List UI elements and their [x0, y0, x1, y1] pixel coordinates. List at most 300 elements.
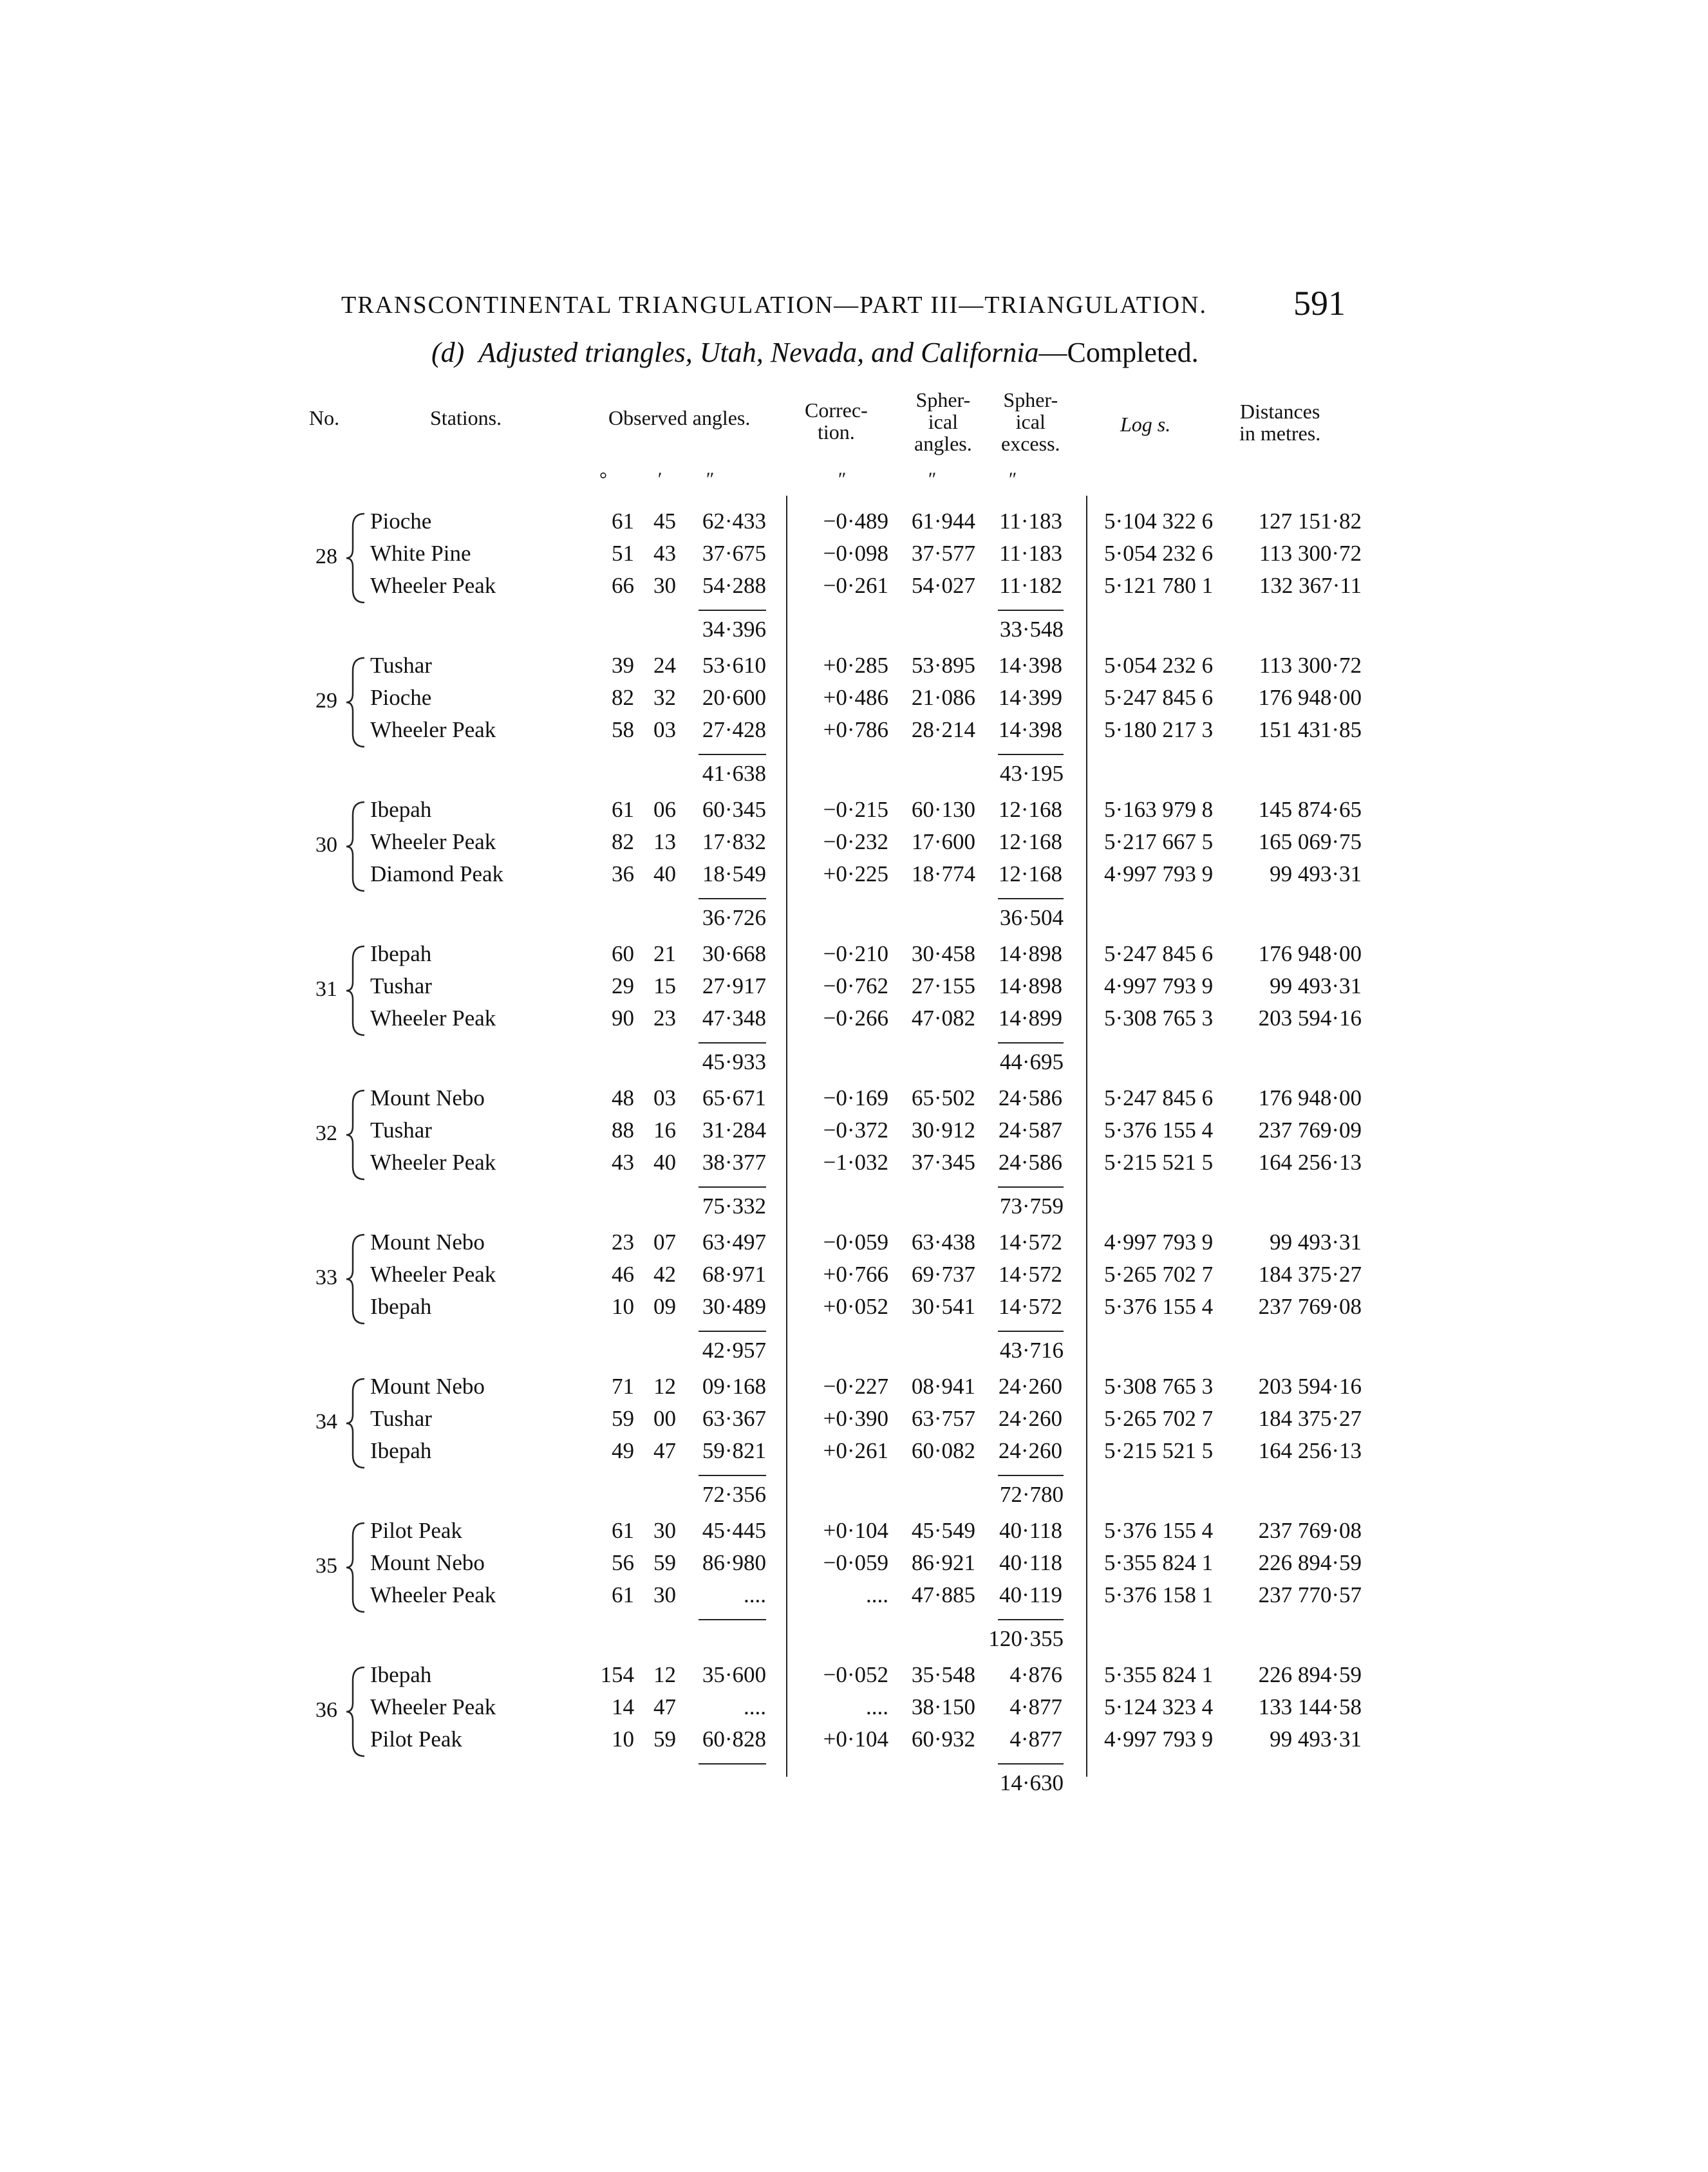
- cell-corr: −0·372: [823, 1118, 888, 1143]
- cell-deg: 56: [612, 1550, 634, 1575]
- cell-sec: 20·600: [702, 685, 766, 710]
- cell-logs: 5·215 521 5: [1104, 1438, 1214, 1463]
- cell-sec: 35·600: [702, 1662, 766, 1687]
- cell-dist: 176 948·00: [1258, 685, 1362, 710]
- station-row: [0, 1662, 1708, 1694]
- cell-station: Pioche: [370, 509, 432, 534]
- station-row: [0, 1294, 1708, 1326]
- cell-corr: +0·104: [823, 1518, 888, 1543]
- cell-sec: 37·675: [702, 541, 766, 566]
- cell-logs: 5·376 155 4: [1104, 1118, 1214, 1143]
- cell-sph: 60·932: [911, 1727, 975, 1752]
- cell-min: 40: [653, 861, 676, 886]
- cell-deg: 39: [612, 653, 634, 678]
- cell-sec: 63·497: [702, 1230, 766, 1255]
- cell-sph: 18·774: [911, 861, 975, 886]
- cell-min: 59: [653, 1550, 676, 1575]
- cell-exc: 14·572: [998, 1294, 1062, 1319]
- cell-station: Pilot Peak: [370, 1518, 462, 1543]
- cell-dist: 133 144·58: [1258, 1694, 1362, 1719]
- cell-dist: 184 375·27: [1258, 1406, 1362, 1431]
- cell-station: Ibepah: [370, 797, 432, 822]
- cell-sec: 17·832: [702, 829, 766, 854]
- cell-dist: 184 375·27: [1258, 1262, 1362, 1287]
- col-header-spherical-excess: Spher- ical excess.: [1001, 388, 1060, 455]
- triangle-number: 29: [315, 689, 337, 713]
- cell-corr: −0·052: [823, 1662, 888, 1687]
- cell-deg: 29: [612, 973, 634, 998]
- cell-station: Tushar: [370, 1118, 432, 1143]
- cell-station: Ibepah: [370, 1294, 432, 1319]
- cell-sph: 30·458: [911, 941, 975, 966]
- col-header-correction: Correc- tion.: [805, 398, 868, 444]
- station-row: [0, 717, 1708, 749]
- cell-min: 21: [653, 941, 676, 966]
- sum-observed: 42·957: [702, 1338, 766, 1363]
- cell-dist: 164 256·13: [1258, 1150, 1362, 1175]
- cell-station: Mount Nebo: [370, 1085, 485, 1110]
- station-row: [0, 829, 1708, 861]
- cell-station: Mount Nebo: [370, 1230, 485, 1255]
- cell-logs: 5·124 323 4: [1104, 1694, 1214, 1719]
- station-row: [0, 653, 1708, 685]
- cell-min: 45: [653, 509, 676, 534]
- cell-dist: 127 151·82: [1258, 509, 1362, 534]
- cell-dist: 203 594·16: [1258, 1006, 1362, 1031]
- cell-sec: 30·668: [702, 941, 766, 966]
- cell-station: Wheeler Peak: [370, 1694, 496, 1719]
- station-row: [0, 973, 1708, 1006]
- station-row: [0, 1694, 1708, 1727]
- sum-observed: 41·638: [702, 761, 766, 786]
- cell-station: White Pine: [370, 541, 471, 566]
- unit-seconds: ″: [705, 469, 713, 490]
- cell-logs: 5·247 845 6: [1104, 941, 1214, 966]
- cell-exc: 24·260: [998, 1374, 1062, 1399]
- cell-sph: 37·345: [911, 1150, 975, 1175]
- cell-corr: ....: [866, 1582, 888, 1607]
- triangle-number: 33: [315, 1266, 337, 1289]
- triangle-number: 32: [315, 1121, 337, 1145]
- cell-deg: 58: [612, 717, 634, 742]
- sum-excess: 72·780: [999, 1482, 1064, 1507]
- triangle-number: 31: [315, 977, 337, 1001]
- station-row: [0, 797, 1708, 829]
- cell-sph: 17·600: [911, 829, 975, 854]
- cell-sec: 68·971: [702, 1262, 766, 1287]
- cell-logs: 4·997 793 9: [1104, 973, 1214, 998]
- cell-dist: 145 874·65: [1258, 797, 1362, 822]
- cell-deg: 61: [612, 1582, 634, 1607]
- cell-corr: −0·059: [823, 1550, 888, 1575]
- cell-corr: +0·285: [823, 653, 888, 678]
- cell-exc: 40·118: [999, 1518, 1062, 1543]
- caption-label: (d): [431, 337, 465, 368]
- cell-sec: 27·428: [702, 717, 766, 742]
- cell-logs: 5·308 765 3: [1104, 1006, 1214, 1031]
- cell-sec: 65·671: [702, 1085, 766, 1110]
- sum-excess: 43·195: [999, 761, 1064, 786]
- cell-corr: −0·489: [823, 509, 888, 534]
- sum-excess: 73·759: [999, 1194, 1064, 1219]
- cell-deg: 66: [612, 573, 634, 598]
- col-header-distances: Distances in metres.: [1239, 400, 1321, 445]
- station-row: [0, 1118, 1708, 1150]
- cell-sph: 08·941: [911, 1374, 975, 1399]
- cell-dist: 237 770·57: [1258, 1582, 1362, 1607]
- cell-exc: 4·876: [1009, 1662, 1062, 1687]
- cell-station: Wheeler Peak: [370, 1006, 496, 1031]
- station-row: [0, 573, 1708, 605]
- col-header-stations: Stations.: [430, 406, 502, 429]
- cell-corr: +0·390: [823, 1406, 888, 1431]
- cell-deg: 51: [612, 541, 634, 566]
- triangle-number: 30: [315, 833, 337, 857]
- cell-logs: 5·247 845 6: [1104, 1085, 1214, 1110]
- station-row: [0, 1006, 1708, 1038]
- cell-exc: 24·587: [998, 1118, 1062, 1143]
- station-row: [0, 541, 1708, 573]
- cell-sph: 35·548: [911, 1662, 975, 1687]
- cell-min: 42: [653, 1262, 676, 1287]
- triangle-number: 28: [315, 545, 337, 568]
- cell-corr: +0·052: [823, 1294, 888, 1319]
- cell-min: 16: [653, 1118, 676, 1143]
- cell-sph: 30·912: [911, 1118, 975, 1143]
- cell-min: 43: [653, 541, 676, 566]
- cell-sph: 61·944: [911, 509, 975, 534]
- cell-sec: ....: [744, 1582, 766, 1607]
- sum-observed: 72·356: [702, 1482, 766, 1507]
- cell-sec: 27·917: [702, 973, 766, 998]
- station-row: [0, 1438, 1708, 1470]
- cell-exc: 24·586: [998, 1150, 1062, 1175]
- cell-corr: −0·232: [823, 829, 888, 854]
- cell-deg: 49: [612, 1438, 634, 1463]
- cell-sec: 18·549: [702, 861, 766, 886]
- cell-exc: 40·118: [999, 1550, 1062, 1575]
- cell-exc: 24·260: [998, 1438, 1062, 1463]
- sum-observed: 36·726: [702, 905, 766, 930]
- cell-station: Mount Nebo: [370, 1374, 485, 1399]
- sum-excess: 14·630: [999, 1770, 1064, 1795]
- station-row: [0, 1550, 1708, 1582]
- cell-min: 15: [653, 973, 676, 998]
- col-header-spherical-angles: Spher- ical angles.: [914, 388, 972, 455]
- cell-station: Pilot Peak: [370, 1727, 462, 1752]
- cell-station: Wheeler Peak: [370, 1150, 496, 1175]
- cell-sec: 38·377: [702, 1150, 766, 1175]
- cell-exc: 11·183: [999, 541, 1062, 566]
- sum-observed: 75·332: [702, 1194, 766, 1219]
- cell-sph: 60·082: [911, 1438, 975, 1463]
- cell-deg: 36: [612, 861, 634, 886]
- cell-sph: 30·541: [911, 1294, 975, 1319]
- cell-station: Ibepah: [370, 941, 432, 966]
- cell-dist: 165 069·75: [1258, 829, 1362, 854]
- cell-station: Diamond Peak: [370, 861, 504, 886]
- cell-station: Wheeler Peak: [370, 1582, 496, 1607]
- cell-sph: 69·737: [911, 1262, 975, 1287]
- cell-sph: 63·438: [911, 1230, 975, 1255]
- cell-exc: 14·398: [998, 717, 1062, 742]
- cell-logs: 5·180 217 3: [1104, 717, 1214, 742]
- cell-exc: 12·168: [998, 829, 1062, 854]
- cell-corr: −0·215: [823, 797, 888, 822]
- cell-logs: 5·121 780 1: [1104, 573, 1214, 598]
- cell-station: Wheeler Peak: [370, 573, 496, 598]
- cell-station: Mount Nebo: [370, 1550, 485, 1575]
- cell-dist: 113 300·72: [1259, 541, 1362, 566]
- cell-dist: 151 431·85: [1258, 717, 1362, 742]
- cell-corr: −0·266: [823, 1006, 888, 1031]
- station-row: [0, 1582, 1708, 1615]
- station-row: [0, 1230, 1708, 1262]
- cell-logs: 5·355 824 1: [1104, 1662, 1214, 1687]
- cell-exc: 40·119: [999, 1582, 1062, 1607]
- cell-corr: +0·104: [823, 1727, 888, 1752]
- cell-station: Pioche: [370, 685, 432, 710]
- station-row: [0, 685, 1708, 717]
- cell-deg: 90: [612, 1006, 634, 1031]
- cell-sec: 60·828: [702, 1727, 766, 1752]
- unit-excess: ″: [1008, 469, 1016, 490]
- cell-dist: 176 948·00: [1258, 1085, 1362, 1110]
- sum-excess: 43·716: [999, 1338, 1064, 1363]
- cell-sec: 31·284: [702, 1118, 766, 1143]
- cell-logs: 5·054 232 6: [1104, 541, 1214, 566]
- station-row: [0, 861, 1708, 894]
- cell-sph: 38·150: [911, 1694, 975, 1719]
- cell-deg: 14: [612, 1694, 634, 1719]
- cell-logs: 4·997 793 9: [1104, 861, 1214, 886]
- cell-deg: 88: [612, 1118, 634, 1143]
- cell-dist: 226 894·59: [1258, 1550, 1362, 1575]
- unit-degrees: °: [599, 469, 606, 490]
- cell-min: 12: [653, 1662, 676, 1687]
- cell-deg: 48: [612, 1085, 634, 1110]
- page-number: 591: [1293, 284, 1346, 323]
- cell-sec: 63·367: [702, 1406, 766, 1431]
- cell-station: Tushar: [370, 973, 432, 998]
- cell-corr: −1·032: [823, 1150, 888, 1175]
- cell-sph: 28·214: [911, 717, 975, 742]
- cell-corr: ....: [866, 1694, 888, 1719]
- cell-dist: 99 493·31: [1270, 973, 1362, 998]
- cell-corr: −0·227: [823, 1374, 888, 1399]
- cell-dist: 132 367·11: [1259, 573, 1362, 598]
- cell-sph: 65·502: [911, 1085, 975, 1110]
- cell-dist: 237 769·08: [1258, 1294, 1362, 1319]
- cell-exc: 11·183: [999, 509, 1062, 534]
- cell-logs: 5·104 322 6: [1104, 509, 1214, 534]
- cell-corr: −0·059: [823, 1230, 888, 1255]
- caption-suffix: —Completed.: [1038, 337, 1199, 368]
- sum-excess: 36·504: [999, 905, 1064, 930]
- running-title: TRANSCONTINENTAL TRIANGULATION—PART III—TRIANGULATION.: [341, 292, 1207, 319]
- station-row: [0, 1374, 1708, 1406]
- cell-exc: 12·168: [998, 861, 1062, 886]
- cell-sec: ....: [744, 1694, 766, 1719]
- cell-logs: 5·308 765 3: [1104, 1374, 1214, 1399]
- cell-logs: 4·997 793 9: [1104, 1230, 1214, 1255]
- cell-min: 59: [653, 1727, 676, 1752]
- triangle-number: 34: [315, 1410, 337, 1434]
- cell-corr: +0·786: [823, 717, 888, 742]
- cell-min: 47: [653, 1694, 676, 1719]
- cell-corr: +0·225: [823, 861, 888, 886]
- cell-deg: 71: [612, 1374, 634, 1399]
- cell-corr: +0·486: [823, 685, 888, 710]
- cell-sph: 54·027: [911, 573, 975, 598]
- station-row: [0, 509, 1708, 541]
- cell-sec: 62·433: [702, 509, 766, 534]
- cell-logs: 5·247 845 6: [1104, 685, 1214, 710]
- cell-dist: 164 256·13: [1258, 1438, 1362, 1463]
- cell-corr: −0·261: [823, 573, 888, 598]
- cell-exc: 4·877: [1009, 1694, 1062, 1719]
- cell-min: 03: [653, 1085, 676, 1110]
- cell-min: 00: [653, 1406, 676, 1431]
- station-row: [0, 1150, 1708, 1182]
- cell-exc: 14·898: [998, 973, 1062, 998]
- cell-corr: −0·169: [823, 1085, 888, 1110]
- unit-correction: ″: [837, 469, 845, 490]
- station-row: [0, 1262, 1708, 1294]
- cell-min: 23: [653, 1006, 676, 1031]
- cell-sec: 45·445: [702, 1518, 766, 1543]
- cell-logs: 5·265 702 7: [1104, 1262, 1214, 1287]
- cell-min: 47: [653, 1438, 676, 1463]
- cell-logs: 5·054 232 6: [1104, 653, 1214, 678]
- cell-min: 13: [653, 829, 676, 854]
- cell-sec: 30·489: [702, 1294, 766, 1319]
- cell-logs: 5·376 155 4: [1104, 1294, 1214, 1319]
- cell-exc: 14·572: [998, 1262, 1062, 1287]
- cell-deg: 23: [612, 1230, 634, 1255]
- cell-deg: 46: [612, 1262, 634, 1287]
- cell-sph: 86·921: [911, 1550, 975, 1575]
- cell-corr: −0·210: [823, 941, 888, 966]
- cell-logs: 5·376 155 4: [1104, 1518, 1214, 1543]
- cell-dist: 237 769·08: [1258, 1518, 1362, 1543]
- cell-logs: 5·163 979 8: [1104, 797, 1214, 822]
- cell-station: Tushar: [370, 1406, 432, 1431]
- sum-observed: 45·933: [702, 1049, 766, 1074]
- cell-exc: 11·182: [999, 573, 1062, 598]
- cell-deg: 10: [612, 1294, 634, 1319]
- cell-min: 09: [653, 1294, 676, 1319]
- cell-exc: 14·399: [998, 685, 1062, 710]
- cell-sph: 63·757: [911, 1406, 975, 1431]
- cell-logs: 5·265 702 7: [1104, 1406, 1214, 1431]
- cell-min: 24: [653, 653, 676, 678]
- cell-min: 12: [653, 1374, 676, 1399]
- cell-exc: 14·899: [998, 1006, 1062, 1031]
- cell-station: Wheeler Peak: [370, 829, 496, 854]
- cell-dist: 237 769·09: [1258, 1118, 1362, 1143]
- sum-excess: 33·548: [999, 617, 1064, 642]
- cell-dist: 99 493·31: [1270, 1727, 1362, 1752]
- cell-exc: 14·572: [998, 1230, 1062, 1255]
- cell-logs: 5·215 521 5: [1104, 1150, 1214, 1175]
- col-header-no: No.: [309, 406, 340, 429]
- cell-dist: 99 493·31: [1270, 1230, 1362, 1255]
- station-row: [0, 1406, 1708, 1438]
- cell-sph: 53·895: [911, 653, 975, 678]
- cell-exc: 24·586: [998, 1085, 1062, 1110]
- cell-sec: 60·345: [702, 797, 766, 822]
- cell-deg: 43: [612, 1150, 634, 1175]
- cell-sec: 47·348: [702, 1006, 766, 1031]
- cell-deg: 59: [612, 1406, 634, 1431]
- cell-min: 07: [653, 1230, 676, 1255]
- cell-sec: 53·610: [702, 653, 766, 678]
- cell-deg: 61: [612, 509, 634, 534]
- station-row: [0, 1085, 1708, 1118]
- cell-deg: 61: [612, 1518, 634, 1543]
- sum-observed: 34·396: [702, 617, 766, 642]
- cell-corr: +0·261: [823, 1438, 888, 1463]
- cell-station: Ibepah: [370, 1438, 432, 1463]
- cell-station: Wheeler Peak: [370, 717, 496, 742]
- cell-deg: 10: [612, 1727, 634, 1752]
- cell-min: 40: [653, 1150, 676, 1175]
- cell-station: Tushar: [370, 653, 432, 678]
- cell-sec: 86·980: [702, 1550, 766, 1575]
- cell-sec: 59·821: [702, 1438, 766, 1463]
- cell-sec: 54·288: [702, 573, 766, 598]
- cell-dist: 203 594·16: [1258, 1374, 1362, 1399]
- cell-exc: 4·877: [1009, 1727, 1062, 1752]
- caption-italic: Adjusted triangles, Utah, Nevada, and California: [478, 337, 1039, 368]
- unit-spherical: ″: [927, 469, 935, 490]
- cell-exc: 12·168: [998, 797, 1062, 822]
- cell-sec: 09·168: [702, 1374, 766, 1399]
- station-row: [0, 1727, 1708, 1759]
- cell-deg: 61: [612, 797, 634, 822]
- cell-min: 06: [653, 797, 676, 822]
- cell-min: 30: [653, 1582, 676, 1607]
- sum-excess: 44·695: [999, 1049, 1064, 1074]
- triangle-number: 36: [315, 1698, 337, 1722]
- cell-deg: 82: [612, 685, 634, 710]
- cell-corr: −0·762: [823, 973, 888, 998]
- cell-logs: 5·217 667 5: [1104, 829, 1214, 854]
- cell-min: 30: [653, 1518, 676, 1543]
- station-row: [0, 941, 1708, 973]
- cell-sph: 60·130: [911, 797, 975, 822]
- cell-min: 32: [653, 685, 676, 710]
- cell-sph: 45·549: [911, 1518, 975, 1543]
- cell-exc: 14·898: [998, 941, 1062, 966]
- cell-min: 30: [653, 573, 676, 598]
- cell-logs: 5·376 158 1: [1104, 1582, 1214, 1607]
- cell-min: 03: [653, 717, 676, 742]
- col-header-log-s: Log s.: [1120, 413, 1171, 436]
- cell-deg: 60: [612, 941, 634, 966]
- cell-dist: 99 493·31: [1270, 861, 1362, 886]
- cell-deg: 82: [612, 829, 634, 854]
- cell-dist: 113 300·72: [1259, 653, 1362, 678]
- cell-deg: 154: [600, 1662, 634, 1687]
- cell-sph: 27·155: [911, 973, 975, 998]
- sum-excess: 120·355: [988, 1626, 1064, 1651]
- unit-minutes: ′: [657, 469, 661, 490]
- cell-dist: 176 948·00: [1258, 941, 1362, 966]
- col-header-observed: Observed angles.: [608, 406, 751, 429]
- triangle-number: 35: [315, 1554, 337, 1578]
